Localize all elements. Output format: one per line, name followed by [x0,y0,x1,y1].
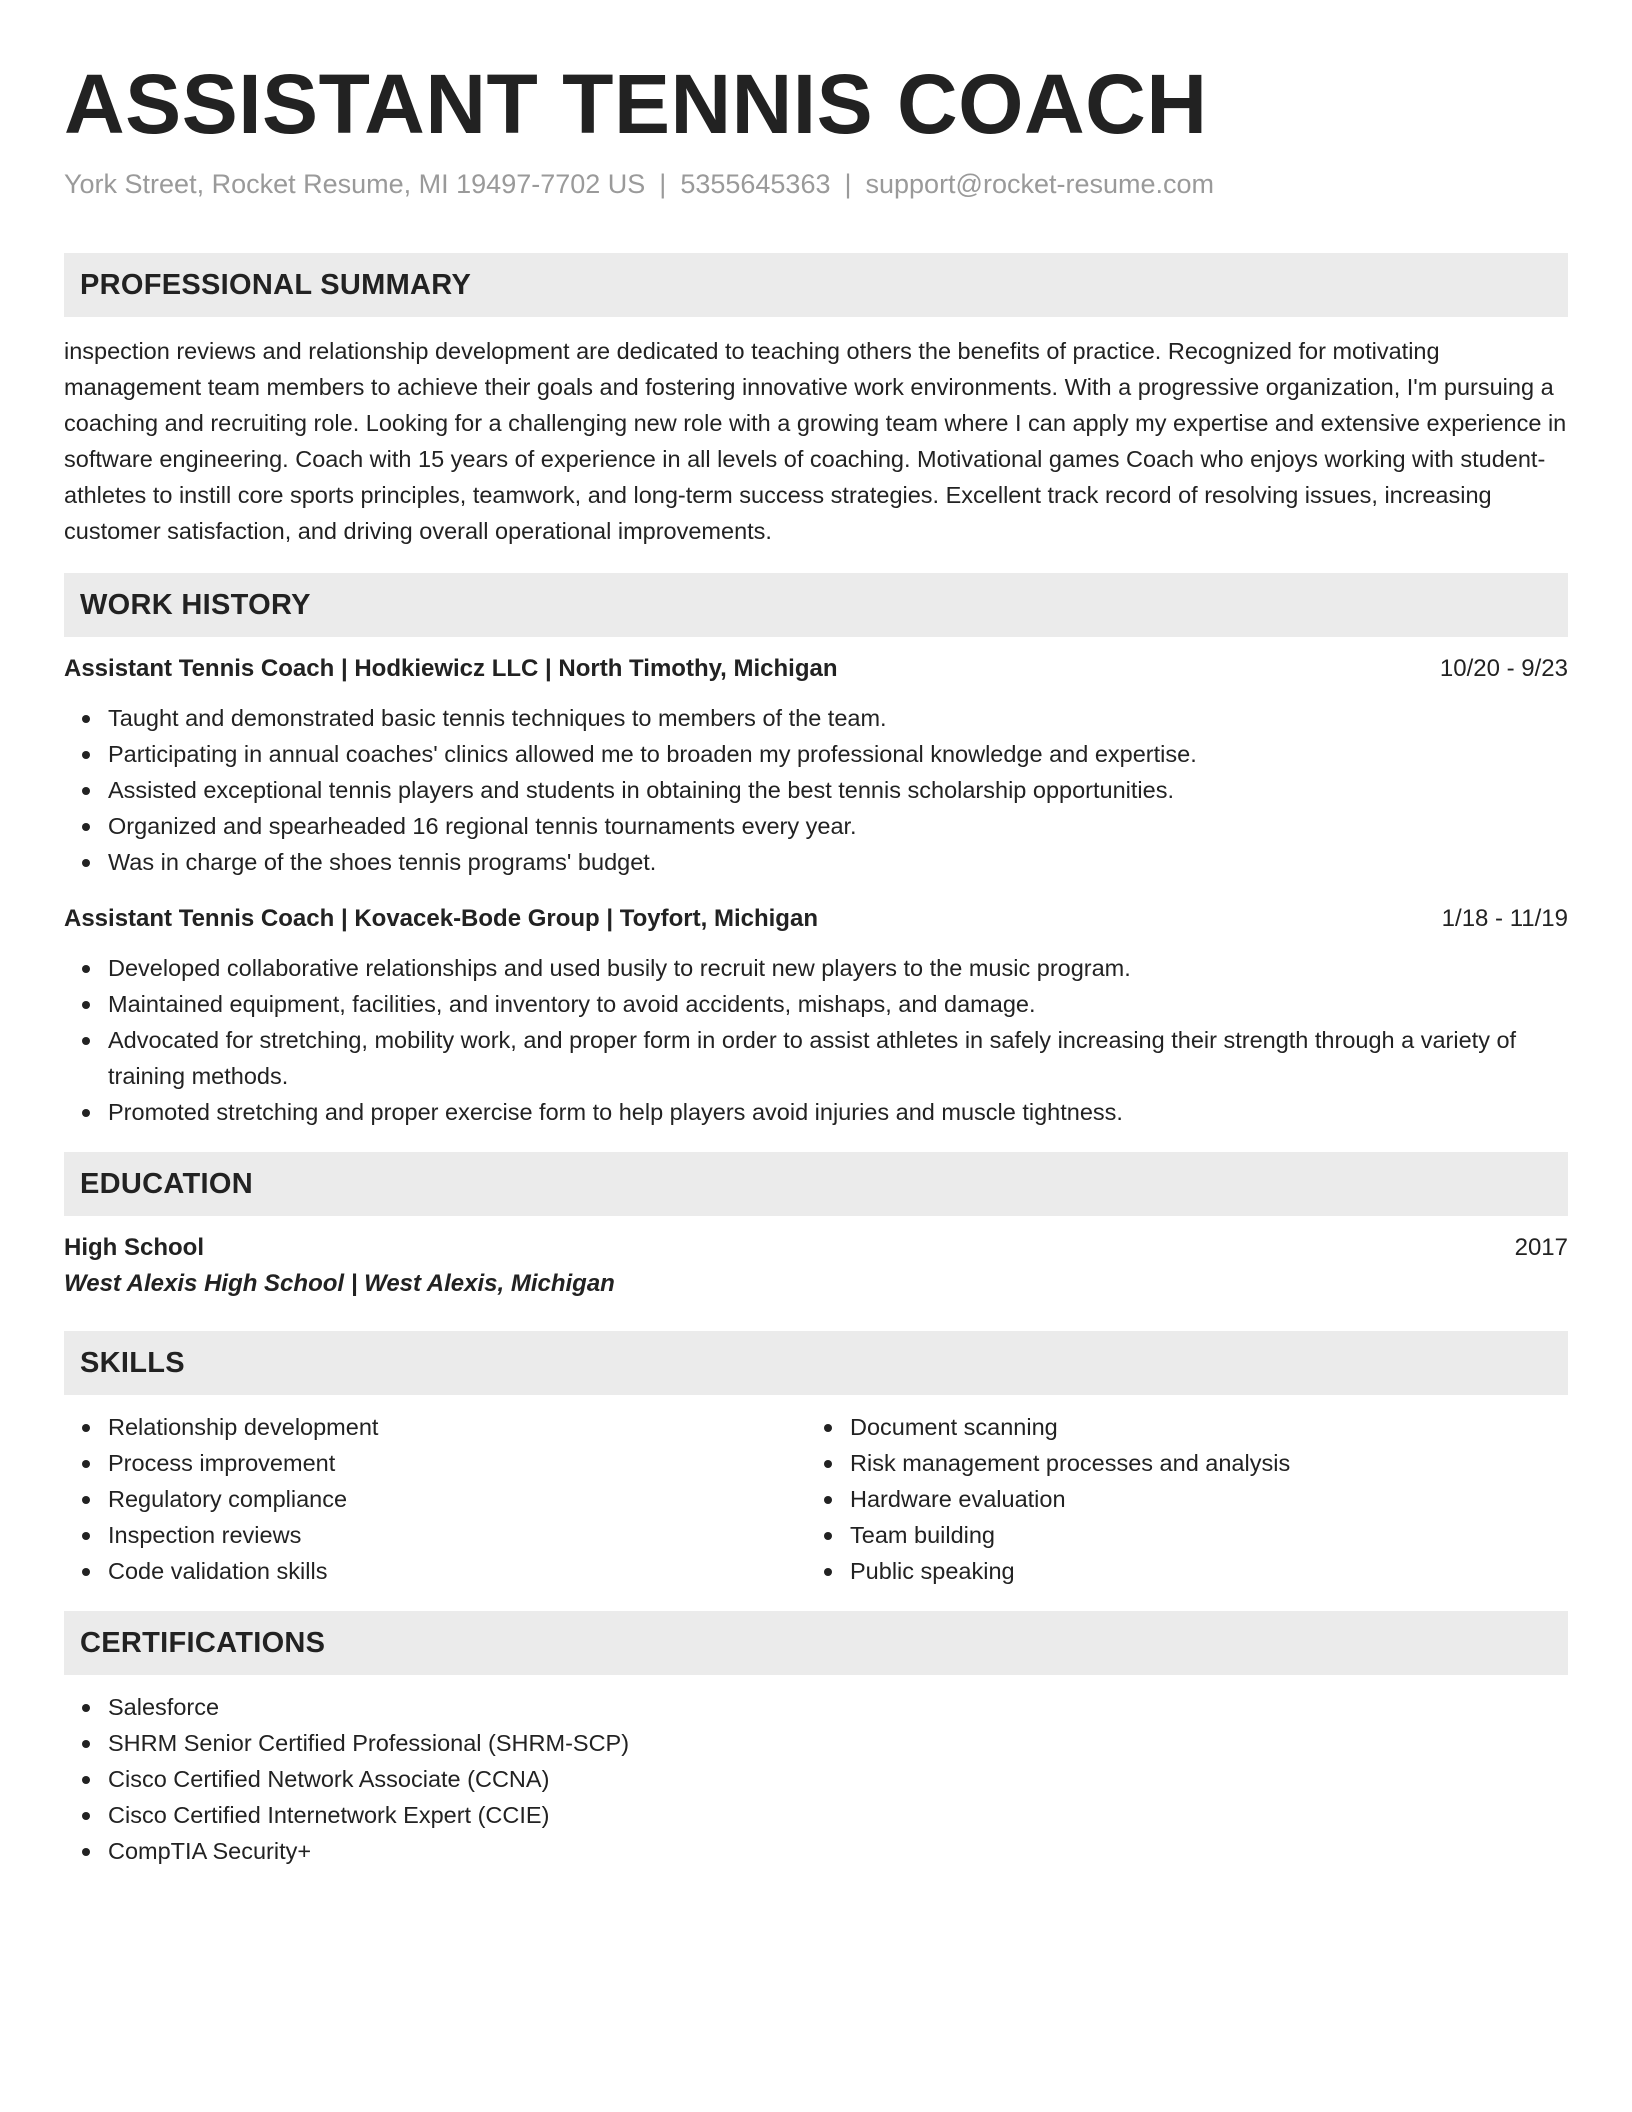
skill-item: Process improvement [64,1445,806,1481]
skills-column-right [806,1409,1548,1589]
job-dates: 1/18 - 11/19 [1441,905,1568,932]
skill-item: Public speaking [806,1553,1548,1589]
certification-item: SHRM Senior Certified Professional (SHRM-SCP) [64,1725,1568,1761]
certification-item: Salesforce [64,1689,1568,1725]
job-bullet: Taught and demonstrated basic tennis techniques to members of the team. [64,700,1568,736]
job-header [64,652,1568,686]
contact-separator: | [659,169,667,199]
resume-name: ASSISTANT TENNIS COACH [64,57,1208,151]
education-entry [64,1231,1568,1303]
job-bullet: Assisted exceptional tennis players and students in obtaining the best tennis scholarship opportunities. [64,772,1568,808]
section-header-work-history: WORK HISTORY [64,573,1568,637]
job-title: Assistant Tennis Coach | Kovacek-Bode Group | Toyfort, Michigan [64,905,818,932]
skill-item: Team building [806,1517,1548,1553]
resume-page [64,56,1568,1869]
job-bullet: Was in charge of the shoes tennis programs' budget. [64,844,1568,880]
job-bullets [64,700,1568,880]
job-bullet: Developed collaborative relationships and used busily to recruit new players to the music program. [64,950,1568,986]
skills-column-left [64,1409,806,1589]
certification-item: CompTIA Security+ [64,1833,1568,1869]
section-header-education: EDUCATION [64,1152,1568,1216]
job-bullet: Advocated for stretching, mobility work, and proper form in order to assist athletes in safely increasing their strength through a variety of training methods. [64,1022,1568,1094]
skill-item: Inspection reviews [64,1517,806,1553]
certifications-list [64,1689,1568,1869]
education-header [64,1231,1568,1265]
job-entry [64,652,1568,880]
skill-item: Code validation skills [64,1553,806,1589]
contact-email: support@rocket-resume.com [865,169,1215,199]
certification-item: Cisco Certified Network Associate (CCNA) [64,1761,1568,1797]
summary-text: inspection reviews and relationship development are dedicated to teaching others the benefits of practice. Recognized for motivating management team members to achieve their goals and fostering innovative work environments. With a progressive organization, I'm pursuing a coaching and recruiting role. Looking for a challenging new role with a growing team where I can apply my expertise and extensive experience in software engineering. Coach with 15 years of experience in all levels of coaching. Motivational games Coach who enjoys working with student-athletes to instill core sports principles, teamwork, and long-term success strategies. Excellent track record of resolving issues, increasing customer satisfaction, and driving overall operational improvements. [64,338,1567,544]
section-header-skills: SKILLS [64,1331,1568,1395]
job-bullet: Organized and spearheaded 16 regional tennis tournaments every year. [64,808,1568,844]
job-bullets [64,950,1568,1130]
contact-separator: | [844,169,852,199]
job-dates: 10/20 - 9/23 [1439,655,1568,682]
contact-address: York Street, Rocket Resume, MI 19497-7702 US [64,169,646,199]
skills-grid [64,1395,1568,1589]
job-title: Assistant Tennis Coach | Hodkiewicz LLC | North Timothy, Michigan [64,655,838,682]
job-bullet: Participating in annual coaches' clinics allowed me to broaden my professional knowledge and expertise. [64,736,1568,772]
education-year: 2017 [1514,1234,1568,1261]
skill-item: Regulatory compliance [64,1481,806,1517]
contact-line [64,166,1568,202]
job-bullet: Maintained equipment, facilities, and inventory to avoid accidents, mishaps, and damage. [64,986,1568,1022]
skill-item: Hardware evaluation [806,1481,1548,1517]
skill-item: Relationship development [64,1409,806,1445]
job-header [64,902,1568,936]
certification-item: Cisco Certified Internetwork Expert (CCIE) [64,1797,1568,1833]
job-bullet: Promoted stretching and proper exercise form to help players avoid injuries and muscle tightness. [64,1094,1568,1130]
section-header-certifications: CERTIFICATIONS [64,1611,1568,1675]
skill-item: Risk management processes and analysis [806,1445,1548,1481]
skill-item: Document scanning [806,1409,1548,1445]
education-school: West Alexis High School | West Alexis, Michigan [64,1270,615,1297]
education-degree: High School [64,1234,204,1261]
job-entry [64,902,1568,1130]
contact-phone: 5355645363 [680,169,831,199]
section-header-summary: PROFESSIONAL SUMMARY [64,253,1568,317]
